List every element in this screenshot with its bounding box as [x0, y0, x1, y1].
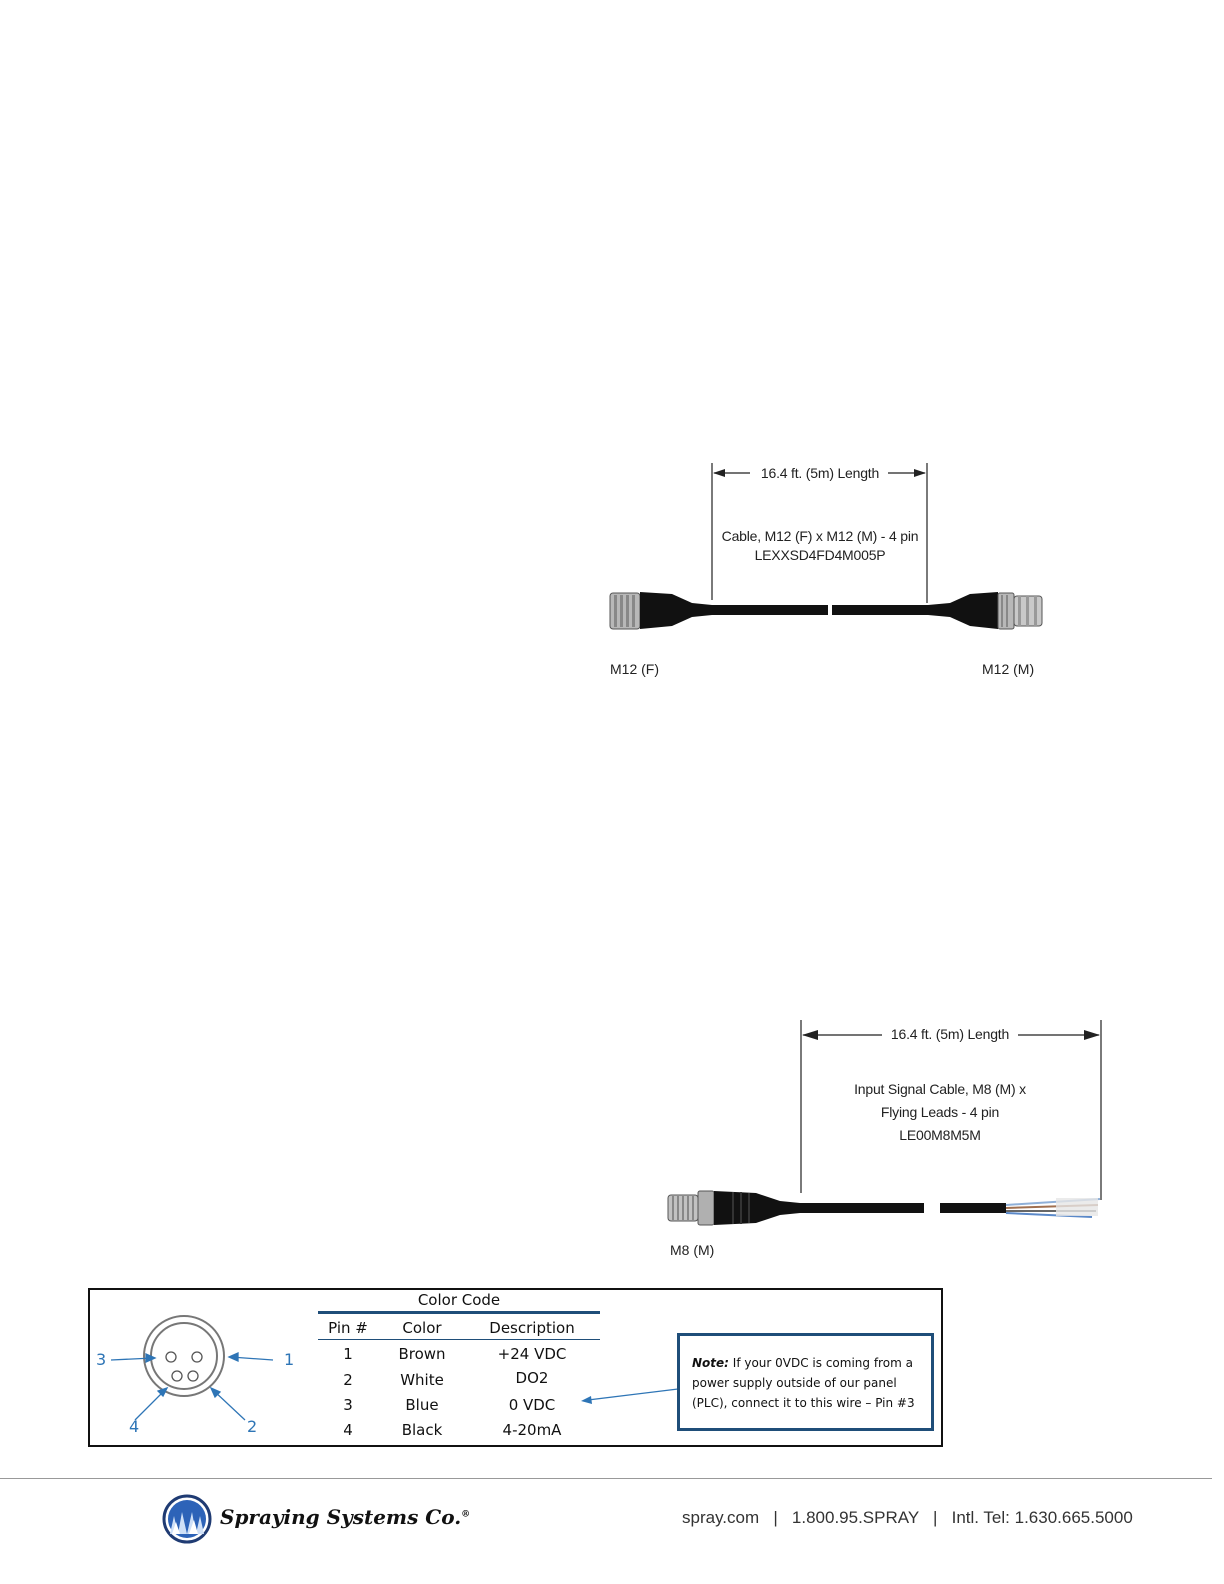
row4-description: 4-20mA: [502, 1421, 562, 1439]
row2-description: DO2: [515, 1369, 549, 1387]
company-name-text: Spraying Systems Co.: [220, 1505, 462, 1529]
cable1-description: Cable, M12 (F) x M12 (M) - 4 pin: [721, 528, 919, 544]
cable1-part-number: LEXXSD4FD4M005P: [754, 547, 886, 563]
pin-label-3: 3: [96, 1350, 107, 1369]
cable2-description-line1: Input Signal Cable, M8 (M) x: [854, 1081, 1026, 1097]
company-logo-icon: [162, 1494, 214, 1546]
header-description: Description: [489, 1319, 575, 1337]
pin-label-2: 2: [247, 1417, 258, 1436]
color-code-header-rule: [318, 1339, 600, 1340]
pin-label-4: 4: [129, 1417, 140, 1436]
header-color: Color: [402, 1319, 442, 1337]
note-label: Note:: [692, 1356, 729, 1370]
row1-description: +24 VDC: [497, 1345, 567, 1363]
note-box: [677, 1333, 934, 1431]
pin-label-1: 1: [284, 1350, 295, 1369]
row3-description: 0 VDC: [508, 1396, 556, 1414]
cable1-left-connector-label: M12 (F): [610, 661, 659, 677]
row4-pin: 4: [343, 1421, 353, 1439]
cable2-part-number: LE00M8M5M: [899, 1127, 981, 1143]
row1-color: Brown: [398, 1345, 446, 1363]
row2-pin: 2: [343, 1371, 353, 1389]
cable2-length-label: 16.4 ft. (5m) Length: [890, 1026, 1010, 1042]
cable1-length-label: 16.4 ft. (5m) Length: [760, 465, 880, 481]
cable2-description-line2: Flying Leads - 4 pin: [880, 1104, 1000, 1120]
pin-diagram: [95, 1310, 305, 1440]
cable2-drawing: [660, 1015, 1120, 1230]
row2-color: White: [400, 1371, 444, 1389]
row3-pin: 3: [343, 1396, 353, 1414]
cable2-connector-label: M8 (M): [670, 1242, 715, 1258]
header-pin: Pin #: [328, 1319, 368, 1337]
company-name: [220, 1505, 470, 1529]
note-text: If your 0VDC is coming from a power supply outside of our panel (PLC), connect it to this wire – Pin #3: [692, 1356, 915, 1410]
footer-divider: [0, 1478, 1212, 1479]
row1-pin: 1: [343, 1345, 353, 1363]
color-code-title: Color Code: [417, 1291, 501, 1309]
footer-contact: spray.com | 1.800.95.SPRAY | Intl. Tel: 1.630.665.5000: [682, 1508, 1133, 1527]
row4-color: Black: [401, 1421, 443, 1439]
note-arrow-icon: [578, 1385, 680, 1405]
cable1-right-connector-label: M12 (M): [982, 661, 1035, 677]
color-code-top-rule: [318, 1311, 600, 1314]
registered-mark: ®: [461, 1509, 471, 1520]
row3-color: Blue: [405, 1396, 439, 1414]
